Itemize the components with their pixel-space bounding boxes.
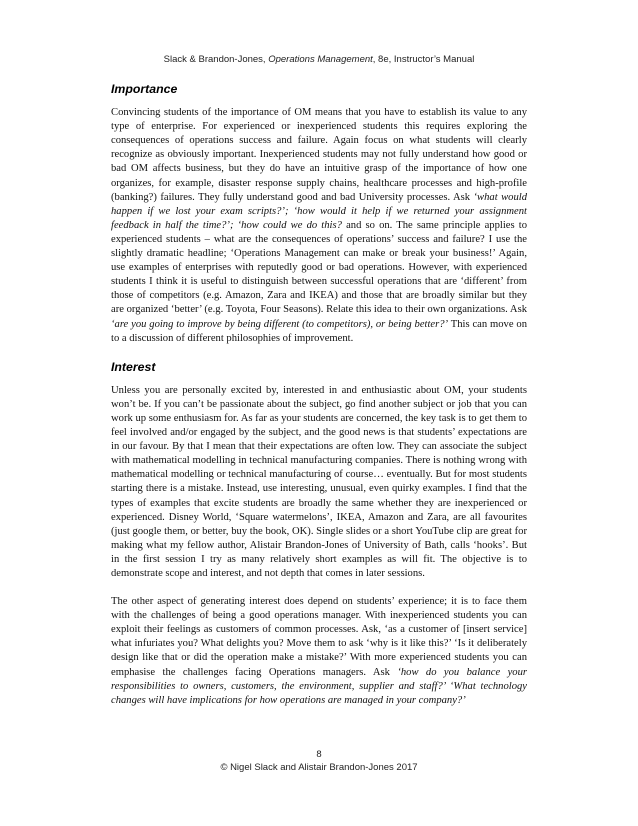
text-run: Unless you are personally excited by, interested in and enthusiastic about OM, your students won’t be. If you can’t be passionate about the subject, go find another subject or job that you can work up some enthusiasm for. As far as your students are concerned, the key task is to get them to feel involved and/or engaged by the subject, and the good news is that students’ expectations are in our favour. By that I mean that their expectations are often low. They can associate the subject with mathematical modelling in technical manufacturing companies. There is nothing wrong with mathematical modelling or technical manufacturing of course… eventually. But for most students starting there is a mistake. Instead, use interesting, unusual, even quirky examples. I find that the types of examples that excite students are broadly the same whether they are inexperienced or experienced. Disney World, ‘Square watermelons’, IKEA, Amazon and Zara, are all favourites (just google them, or better, buy the book, OK). Single slides or a short YouTube clip are great for making what my fellow author, Alistair Brandon-Jones of University of Bath, calls ‘hooks’. But in the first session I try as many relatively short examples as will fit. The objective is to demonstrate scope and interest, and not depth that comes in later sessions. — [111, 384, 527, 579]
section-heading: Importance — [111, 82, 178, 96]
italic-question: ‘are you going to improve by being different (to competitors), or being better?’ — [111, 318, 449, 330]
text-run: Convincing students of the importance of OM means that you have to establish its value to any type of enterprise. For experienced or inexperienced students this requires exploring the consequences of operations success and failure. Again focus on what students will clearly recognize as obviously important. Inexperienced students may not fully understand how good or bad OM affects business, but they do have an intuitive grasp of the importance of how one organizes, for example, disaster response supply chains, healthcare processes and high-profile (banking?) failures. They fully understand good and bad University processes. Ask — [111, 107, 527, 203]
body-column — [111, 82, 527, 722]
italic-question: ‘how do you balance your responsibilities to owners, customers, the environment, supplier and staff?’ ‘What technology changes will have implications for how operations are managed in your company?’ — [111, 666, 527, 706]
paragraph — [111, 384, 527, 581]
section-heading: Interest — [111, 359, 156, 374]
header-suffix: , 8e, Instructor’s Manual — [372, 54, 475, 65]
header-prefix: Slack & Brandon-Jones, — [163, 54, 269, 65]
paragraph — [111, 106, 527, 346]
copyright-footer: © Nigel Slack and Alistair Brandon-Jones 2017 — [220, 762, 418, 773]
text-run: This can move on to a discussion of different philosophies of improvement. — [111, 318, 527, 344]
header-book-title: Operations Management — [268, 54, 373, 65]
running-header — [0, 54, 638, 65]
section-importance — [111, 82, 527, 346]
italic-question: ‘what would happen if we lost your exam scripts?’; ‘how would it help if we returned your assignment feedback in half the time?’; ‘how could we do this? — [111, 191, 527, 231]
text-run: and so on. The same principle applies to experienced students – what are the consequences of operations’ success and failure? I use the slightly dramatic headline; ‘Operations Management can make or break your business!’ Again, use examples of enterprises with reputedly good or bad operations. However, with experienced students I think it is useful to distinguish between successful operations that are ‘different’ from those of competitors (e.g. Amazon, Zara and IKEA) and those that are broadly similar but they are organized ‘better’ (e.g. Toyota, Four Seasons). Relate this idea to their own organizations. Ask — [111, 219, 528, 316]
text-run: The other aspect of generating interest does depend on students’ experience; it is to face them with the challenges of being a good operations manager. With inexperienced students you can exploit their feelings as customers of common processes. Ask, ‘as a customer of [insert service] what infuriates you? What delights you? Move them to ask ‘why is it like this?’ ‘Is it deliberately design like that or did the operation make a mistake?’ With more experienced students you can emphasise the challenges facing Operations managers. Ask — [111, 596, 527, 678]
paragraph — [111, 595, 527, 708]
page-number: 8 — [316, 749, 322, 760]
section-interest — [111, 360, 527, 708]
